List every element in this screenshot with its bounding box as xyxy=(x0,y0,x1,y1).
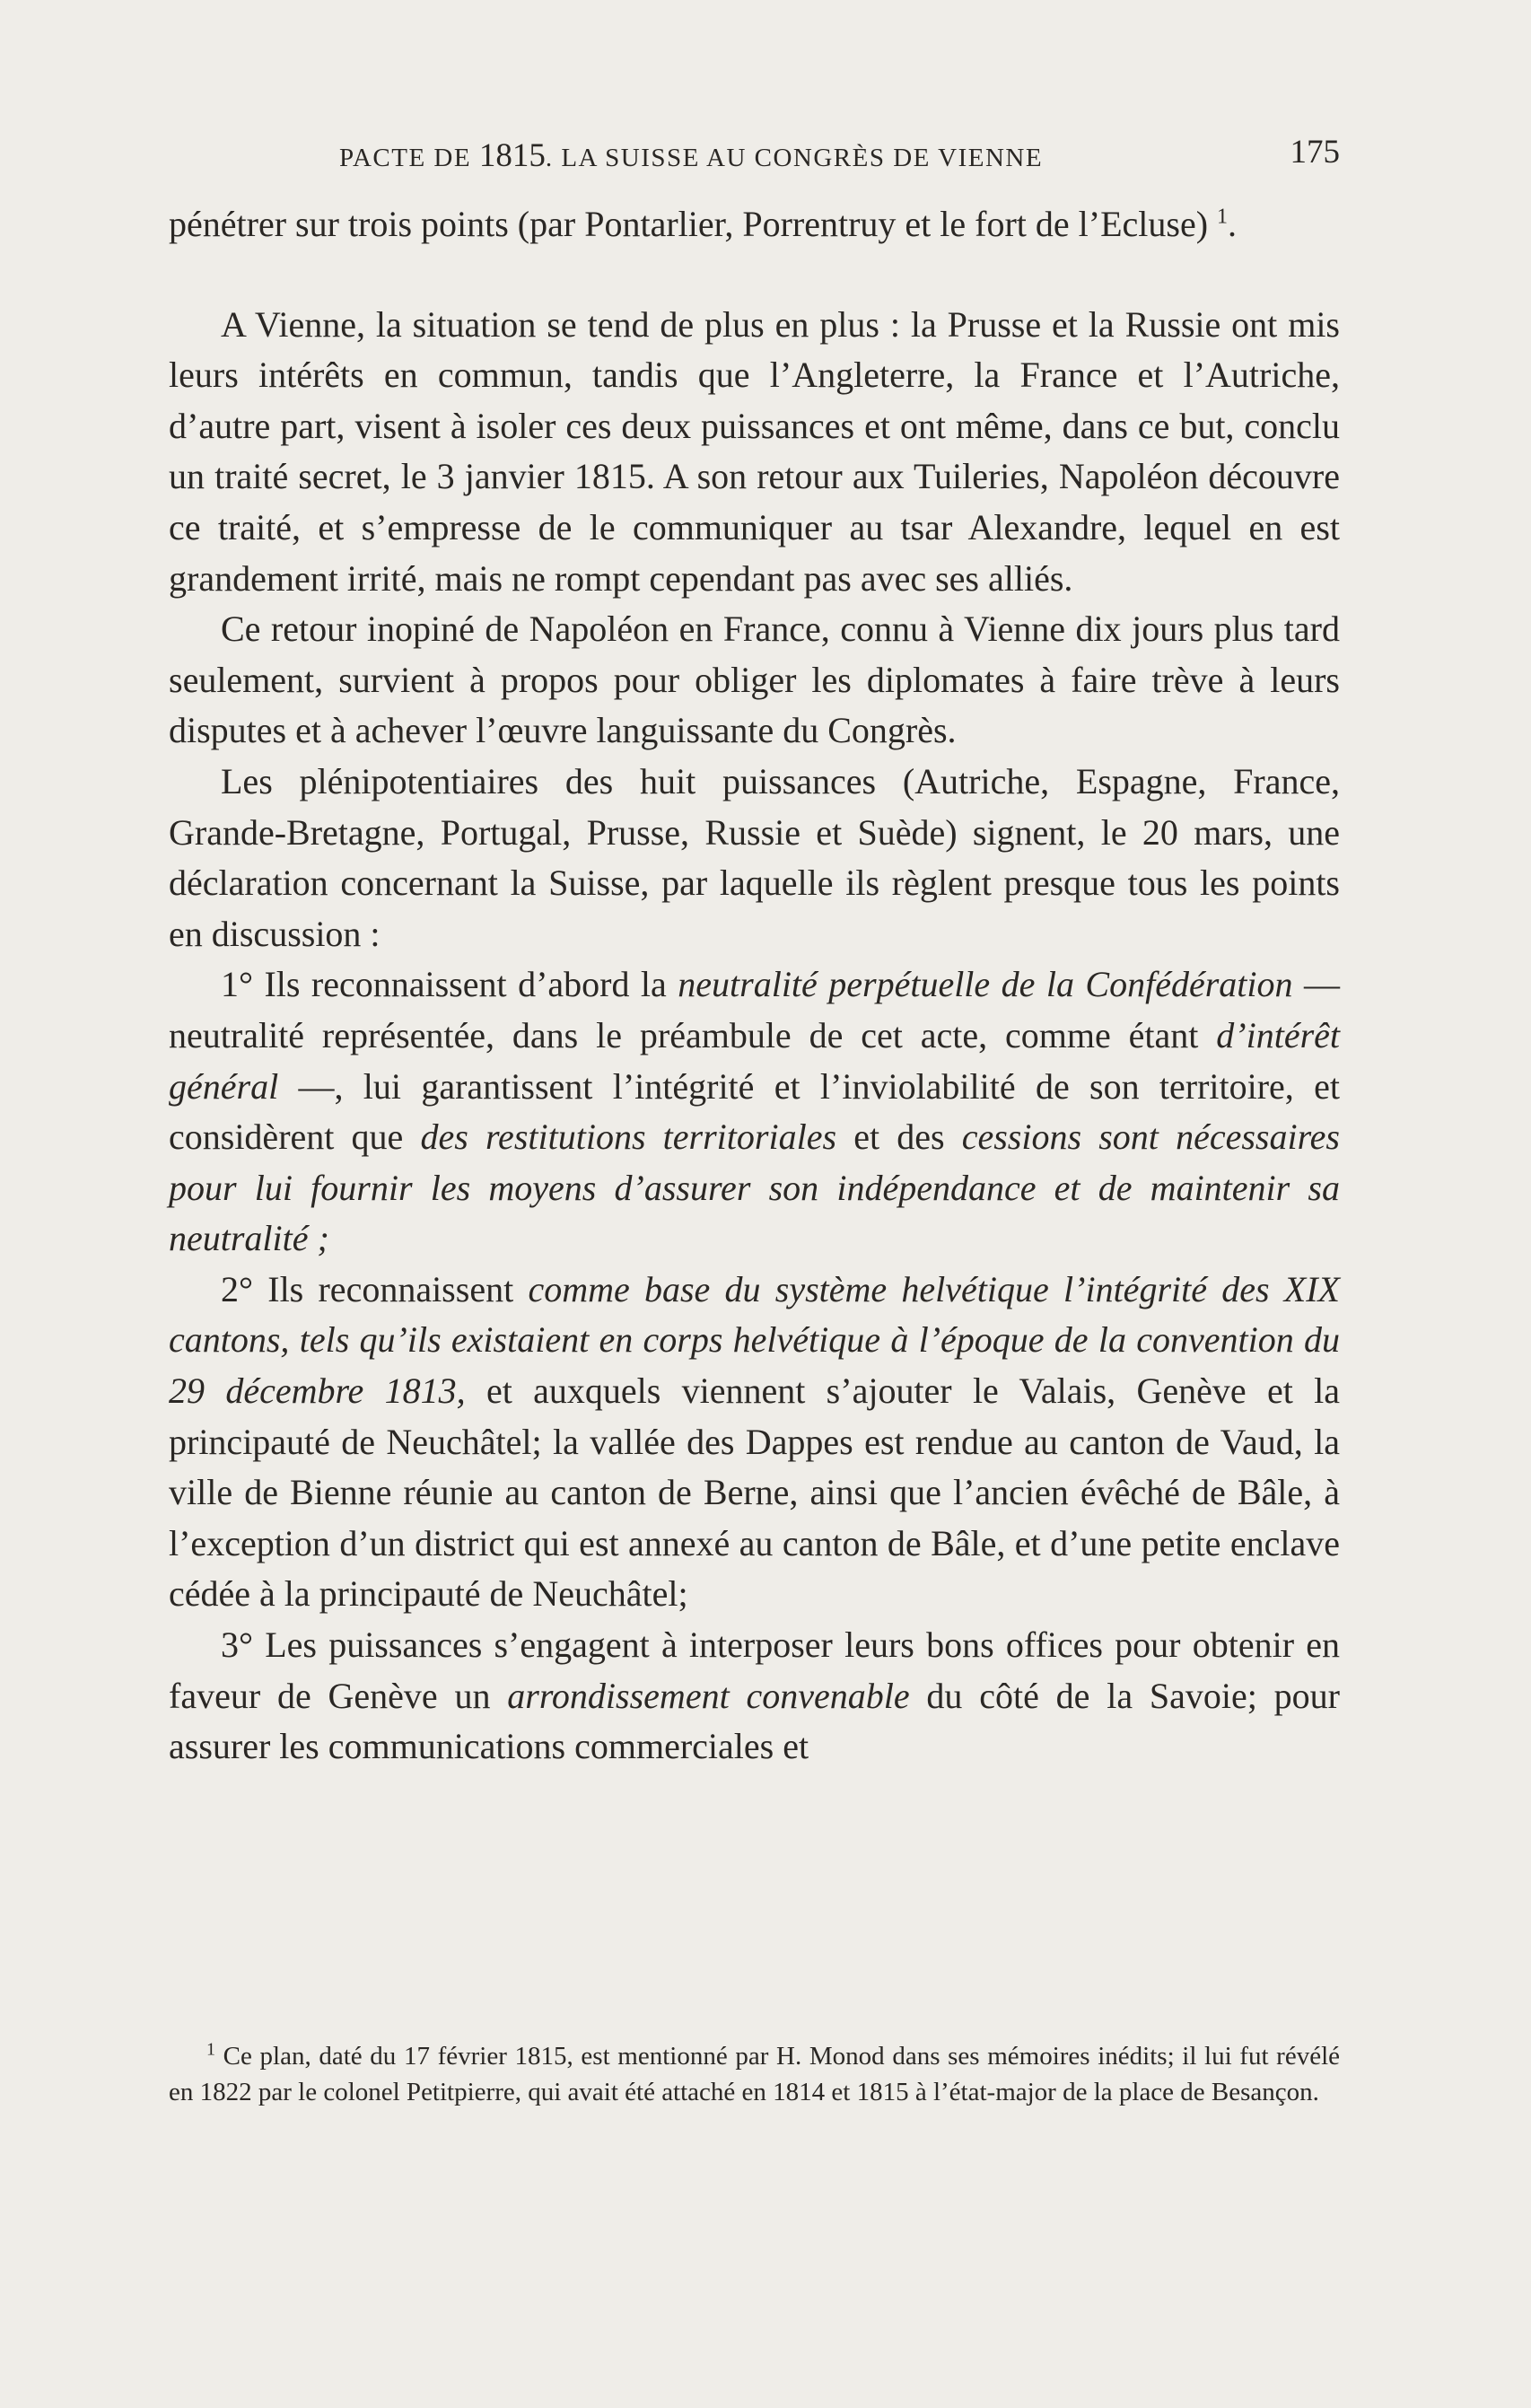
p5-text-e: —, lui garantissent l’intégrité et l’inviolabilité de son territoire, et considèrent que xyxy=(169,1065,1340,1158)
paragraph-4: Les plénipotentiaires des huit puissances (Autriche, Espagne, France, Grande-Bretagne, Portugal, Prusse, Russie et Suède) signent, le 20 mars, une déclaration concernant la Suisse, par laquelle ils règlent presque tous les points en discussion : xyxy=(169,760,1340,954)
p5-italic-restitutions: des restitutions territoriales xyxy=(420,1116,837,1158)
page-number: 175 xyxy=(1290,134,1340,171)
paragraph-5 xyxy=(169,959,1340,1265)
paragraph-3: Ce retour inopiné de Napoléon en France, connu à Vienne dix jours plus tard seulement, survient à propos pour obliger les diplomates à faire trève à leurs disputes et à achever l’œuvre languissante du Congrès. xyxy=(169,609,1340,751)
running-title-part-1: PACTE DE xyxy=(339,144,479,172)
paragraph-6 xyxy=(169,1265,1340,1620)
paragraph-1-text: pénétrer sur trois points (par Pontarlier, Porrentruy et le fort de l’Ecluse) xyxy=(169,204,1218,244)
p5-italic-interet: d’intérêt général xyxy=(169,1014,1340,1107)
footnote-mark: 1 xyxy=(206,2039,215,2060)
footnote-reference[interactable]: 1 xyxy=(1217,205,1229,229)
paragraph-2: A Vienne, la situation se tend de plus en plus : la Prusse et la Russie ont mis leurs intérêts en commun, tandis que l’Angleterre, la France et l’Autriche, d’autre part, visent à isoler ces deux puissances et ont même, dans ce but, conclu un traité secret, le 3 janvier 1815. A son retour aux Tuileries, Napoléon découvre ce traité, et s’empresse de le communiquer au tsar Alexandre, lequel en est grandement irrité, mais ne rompt cependant pas avec ses alliés. xyxy=(169,303,1340,599)
p7-text-a: 3° Les puissances s’engagent à interposer leurs bons offices pour obtenir en faveur de Genève un xyxy=(169,1624,1340,1716)
p7-text-c: du côté de la Savoie; pour assurer les communications commerciales et xyxy=(169,1675,1341,1767)
p5-text-a: 1° Ils reconnaissent d’abord la xyxy=(221,964,678,1005)
footnotes xyxy=(169,2039,1340,2110)
paragraph-1 xyxy=(169,199,1340,250)
paragraph-7 xyxy=(169,1620,1340,1773)
p6-italic-base: comme base du système helvétique l’intégrité des XIX cantons, tels qu’ils existaient en corps helvétique à l’époque de la convention du 29 décembre 1813, xyxy=(169,1268,1340,1412)
running-title xyxy=(339,136,1043,175)
running-title-part-2: . LA SUISSE AU CONGRÈS DE VIENNE xyxy=(545,144,1044,172)
p6-text-a: 2° Ils reconnaissent xyxy=(221,1268,529,1309)
page-header xyxy=(169,133,1340,178)
p5-italic-cessions: cessions sont nécessaires pour lui fournir les moyens d’assurer son indépendance et de maintenir sa neutralité ; xyxy=(169,1116,1340,1259)
p5-italic-neutralite: neutralité perpétuelle de la Confédération xyxy=(678,964,1293,1005)
running-title-year: 1815 xyxy=(478,137,546,174)
p7-italic-arrondissement: arrondissement convenable xyxy=(507,1675,910,1716)
footnote-1 xyxy=(169,2039,1340,2110)
p6-text-c: et auxquels viennent s’ajouter le Valais, Genève et la principauté de Neuchâtel; la vallée des Dappes est rendue au canton de Vaud, la ville de Bienne réunie au canton de Berne, ainsi que l’ancien évêché de Bâle, à l’exception d’un district qui est annexé au canton de Bâle, et d’une petite enclave cédée à la principauté de Neuchâtel; xyxy=(169,1370,1341,1615)
footnote-text: Ce plan, daté du 17 février 1815, est mentionné par H. Monod dans ses mémoires inédits; il lui fut révélé en 1822 par le colonel Petitpierre, qui avait été attaché en 1814 et 1815 à l’état-major de la place de Besançon. xyxy=(169,2042,1340,2106)
p5-text-g: et des xyxy=(836,1116,962,1158)
body-text xyxy=(169,199,1340,1773)
paragraph-1-end: . xyxy=(1228,204,1238,244)
p5-text-c: — neutralité représentée, dans le préambule de cet acte, comme étant xyxy=(169,964,1340,1055)
